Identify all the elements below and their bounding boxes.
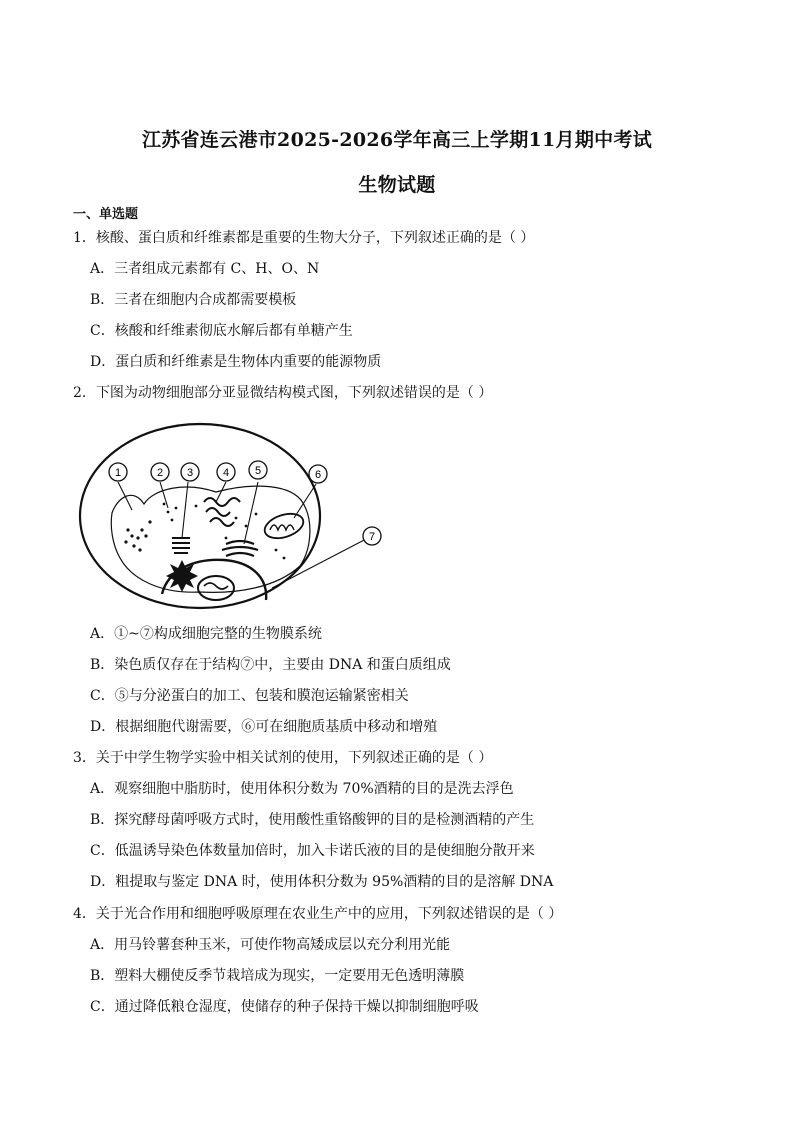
question-4-option-b: B．塑料大棚使反季节栽培成为现实，一定要用无色透明薄膜: [90, 968, 465, 984]
vesicle-stack: [222, 541, 258, 556]
label-5: 5: [254, 465, 262, 477]
chromatin: [204, 583, 228, 589]
question-4-option-a: A．用马铃薯套种玉米，可使作物高矮成层以充分利用光能: [90, 937, 451, 953]
question-4-stem: 4．关于光合作用和细胞呼吸原理在农业生产中的应用，下列叙述错误的是（ ）: [73, 906, 563, 922]
label-6: 6: [314, 469, 322, 481]
cell-structure-diagram: [76, 418, 394, 615]
structure-labels: [109, 461, 381, 545]
label-7: 7: [368, 531, 376, 543]
cell-diagram-svg: [76, 418, 394, 615]
question-2-option-d: D．根据细胞代谢需要，⑥可在细胞质基质中移动和增殖: [90, 719, 438, 735]
label-4: 4: [222, 467, 230, 479]
question-3-option-b: B．探究酵母菌呼吸方式时，使用酸性重铬酸钾的目的是检测酒精的产生: [90, 812, 535, 828]
question-1-option-d: D．蛋白质和纤维素是生物体内重要的能源物质: [90, 354, 382, 370]
question-3-option-a: A．观察细胞中脂肪时，使用体积分数为 70%酒精的目的是洗去浮色: [90, 781, 514, 797]
question-2-option-b: B．染色质仅存在于结构⑦中，主要由 DNA 和蛋白质组成: [90, 657, 451, 673]
question-3-option-c: C．低温诱导染色体数量加倍时，加入卡诺氏液的目的是使细胞分散开来: [90, 843, 535, 859]
label-3: 3: [186, 467, 194, 479]
question-4-option-c: C．通过降低粮仓湿度，使储存的种子保持干燥以抑制细胞呼吸: [90, 999, 479, 1015]
label-2: 2: [156, 467, 164, 479]
question-2-option-a: A．①~⑦构成细胞完整的生物膜系统: [90, 626, 322, 642]
question-1-option-c: C．核酸和纤维素彻底水解后都有单糖产生: [90, 323, 353, 339]
question-1-option-a: A．三者组成元素都有 C、H、O、N: [90, 261, 320, 277]
label-leader-lines: [118, 482, 368, 588]
centrosome: [172, 538, 190, 553]
question-1-option-b: B．三者在细胞内合成都需要模板: [90, 292, 297, 308]
label-1: 1: [114, 467, 122, 479]
golgi-apparatus: [204, 498, 240, 526]
exam-title: 江苏省连云港市2025-2026学年高三上学期11月期中考试: [141, 129, 653, 151]
ribosomes: [163, 503, 286, 560]
nucleolus: [198, 576, 234, 600]
mitochondrion-cristae: [270, 525, 294, 530]
question-3-option-d: D．粗提取与鉴定 DNA 时，使用体积分数为 95%酒精的目的是溶解 DNA: [90, 874, 554, 890]
section-heading: 一、单选题: [73, 207, 139, 222]
question-2-option-c: C．⑤与分泌蛋白的加工、包装和膜泡运输紧密相关: [90, 688, 409, 704]
exam-subtitle: 生物试题: [358, 174, 436, 196]
question-2-stem: 2．下图为动物细胞部分亚显微结构模式图，下列叙述错误的是（ ）: [73, 385, 493, 401]
question-3-stem: 3．关于中学生物学实验中相关试剂的使用，下列叙述正确的是（ ）: [73, 750, 493, 766]
endoplasmic-reticulum: [124, 520, 151, 551]
question-1-stem: 1．核酸、蛋白质和纤维素都是重要的生物大分子，下列叙述正确的是（ ）: [73, 230, 535, 246]
centriole-star: [166, 560, 198, 592]
cell-membrane: [80, 424, 320, 608]
